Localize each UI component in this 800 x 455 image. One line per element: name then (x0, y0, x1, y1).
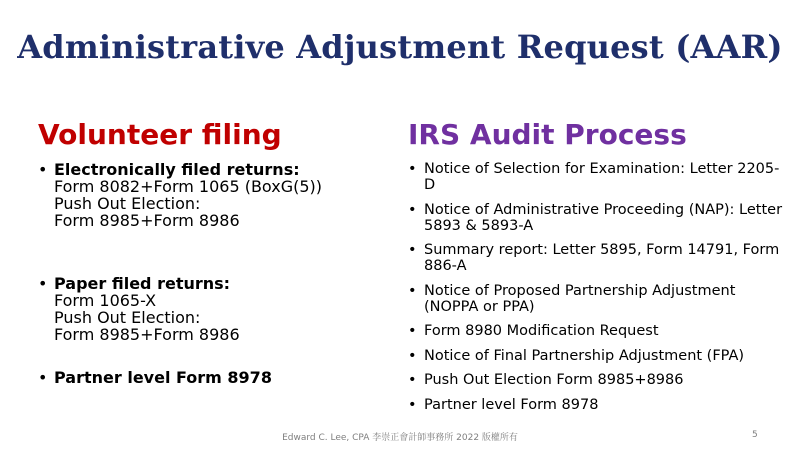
list-item-heading: Electronically filed returns: (54, 160, 300, 179)
list-item-text: Notice of Administrative Proceeding (NAP): Letter 5893 & 5893-A (424, 201, 783, 234)
list-item (408, 242, 788, 274)
bullet-icon: • (408, 242, 417, 258)
bullet-icon: • (408, 323, 417, 339)
volunteer-filing-heading: Volunteer filing (38, 118, 282, 151)
list-item-text: Notice of Final Partnership Adjustment (FPA) (424, 347, 745, 364)
list-item (408, 202, 788, 234)
list-item-text: Form 8980 Modification Request (424, 323, 659, 339)
bullet-icon: • (408, 372, 417, 388)
volunteer-filing-list (38, 161, 378, 386)
slide-title: Administrative Adjustment Request (AAR) (17, 28, 783, 66)
list-item (408, 348, 788, 364)
slide-footer: Edward C. Lee, CPA 李崇正會計師事務所 2022 版權所有 (282, 433, 518, 443)
list-item-text: Partner level Form 8978 (424, 396, 599, 413)
list-item (38, 275, 378, 343)
volunteer-filing-column (38, 118, 378, 386)
irs-audit-heading: IRS Audit Process (408, 118, 687, 151)
bullet-icon: • (408, 201, 417, 218)
bullet-icon: • (408, 282, 417, 299)
list-item-line: Push Out Election: (54, 194, 201, 213)
bullet-icon: • (38, 368, 48, 387)
list-item-line: Form 8082+Form 1065 (BoxG(5)) (54, 177, 322, 196)
irs-audit-column (408, 118, 788, 421)
bullet-icon: • (38, 274, 48, 293)
list-item-text: Notice of Proposed Partnership Adjustment (NOPPA or PPA) (424, 282, 736, 315)
list-item (38, 369, 378, 386)
list-item (408, 372, 788, 388)
list-item-line: Form 1065-X (54, 291, 157, 310)
list-item-text: Push Out Election Form 8985+8986 (424, 372, 684, 388)
list-item (408, 283, 788, 315)
list-item-line: Form 8985+Form 8986 (54, 211, 240, 230)
list-item-heading: Paper filed returns: (54, 274, 231, 293)
irs-audit-list (408, 161, 788, 413)
list-item-line: Form 8985+Form 8986 (54, 325, 240, 344)
list-item-text: Notice of Selection for Examination: Letter 2205-D (424, 161, 780, 193)
page-number: 5 (752, 430, 758, 440)
list-item (408, 323, 788, 339)
bullet-icon: • (408, 161, 417, 177)
list-item-text: Summary report: Letter 5895, Form 14791, Form 886-A (424, 242, 780, 274)
list-item-line: Push Out Election: (54, 308, 201, 327)
list-item-heading: Partner level Form 8978 (54, 368, 272, 387)
bullet-icon: • (408, 347, 417, 364)
list-item (408, 397, 788, 413)
bullet-icon: • (408, 396, 417, 413)
list-item (38, 161, 378, 229)
list-item (408, 161, 788, 193)
bullet-icon: • (38, 160, 48, 179)
